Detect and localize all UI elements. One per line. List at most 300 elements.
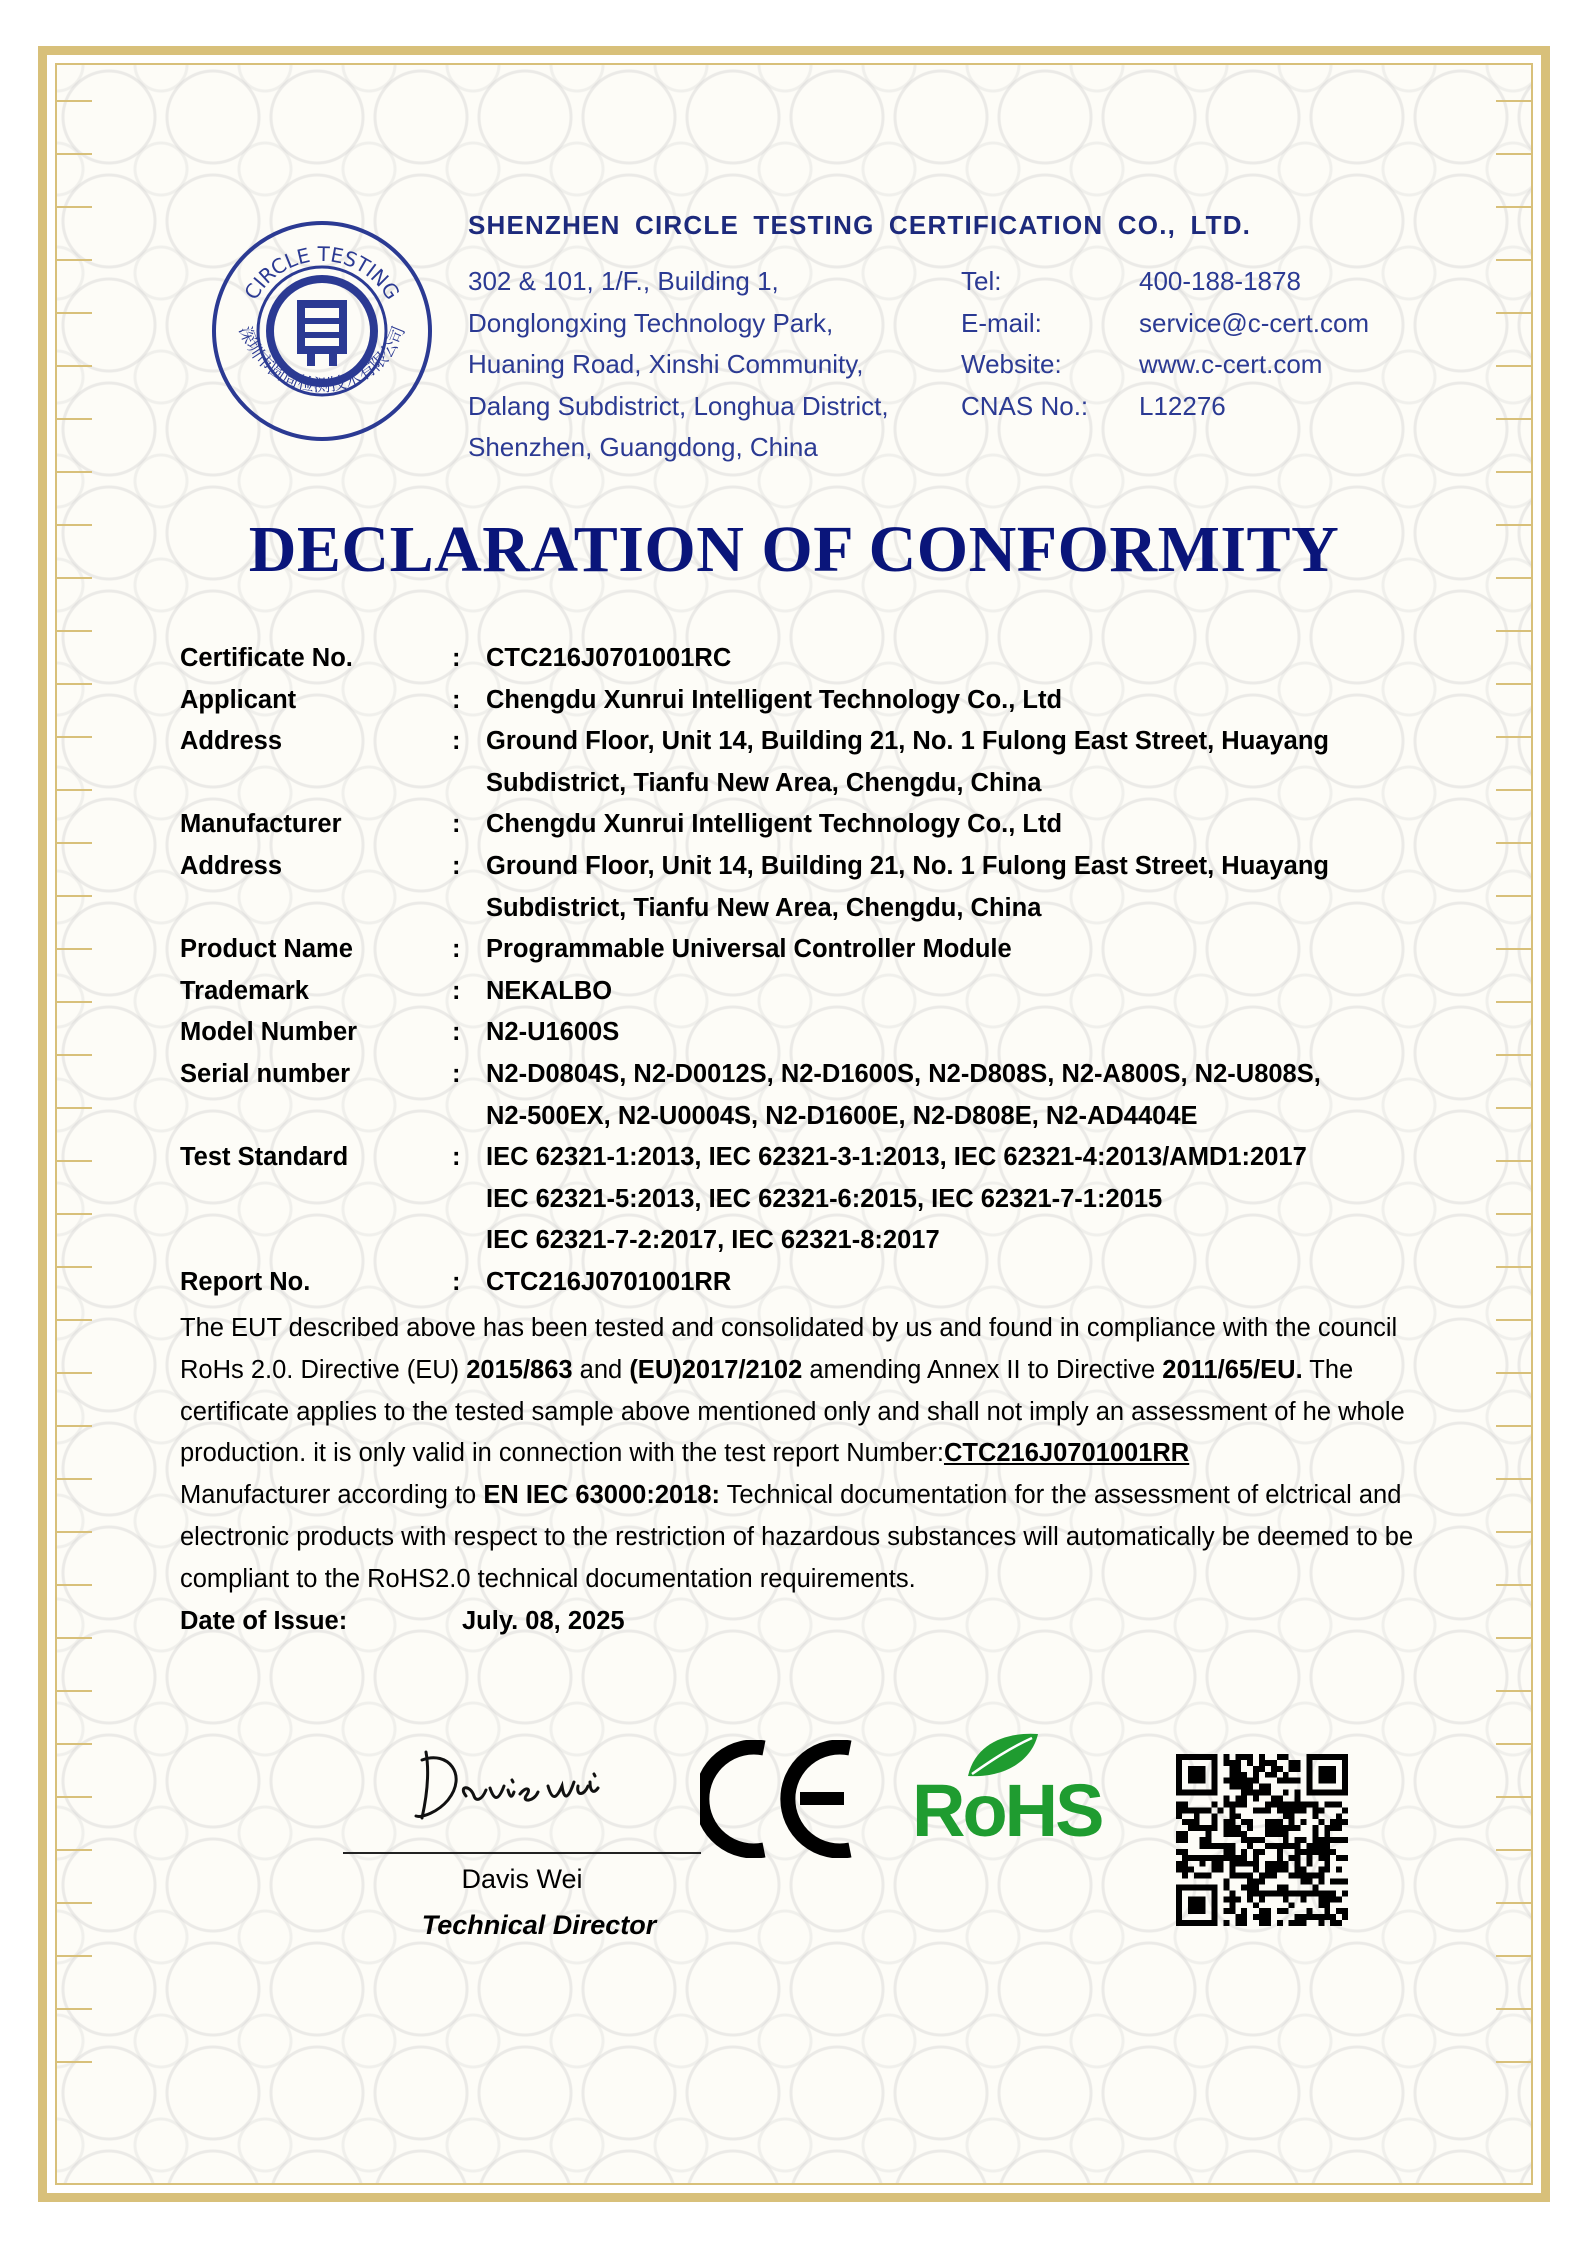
qr-module [1336,1819,1342,1825]
company-seal-logo [209,218,435,444]
border-tick [1496,789,1532,791]
qr-module [1277,1849,1283,1855]
qr-finder [1212,1754,1218,1796]
qr-module [1235,1796,1241,1802]
qr-module [1218,1855,1224,1861]
qr-module [1283,1896,1289,1902]
qr-module [1283,1772,1289,1778]
qr-module [1265,1890,1271,1896]
qr-module [1277,1884,1283,1890]
field-colon: : [452,976,461,1005]
certificate-fields [180,638,1420,1304]
qr-module [1235,1760,1241,1766]
qr-module [1212,1843,1218,1849]
qr-module [1330,1849,1336,1855]
qr-module [1301,1896,1307,1902]
qr-module [1241,1784,1247,1790]
qr-module [1247,1825,1253,1831]
qr-module [1318,1879,1324,1885]
qr-module [1235,1914,1241,1920]
qr-module [1301,1849,1307,1855]
border-tick [56,842,92,844]
qr-module [1182,1807,1188,1813]
qr-module [1212,1825,1218,1831]
contact-tel [961,261,1369,303]
qr-module [1312,1801,1318,1807]
qr-module [1271,1760,1277,1766]
qr-module [1301,1879,1307,1885]
field-label: Serial number [180,1059,351,1088]
qr-module [1206,1807,1212,1813]
qr-module [1312,1843,1318,1849]
qr-module [1283,1843,1289,1849]
qr-module [1182,1849,1188,1855]
qr-module [1283,1837,1289,1843]
qr-module [1247,1837,1253,1843]
qr-module [1318,1890,1324,1896]
qr-module [1229,1849,1235,1855]
qr-module [1253,1879,1259,1885]
qr-module [1241,1849,1247,1855]
qr-code[interactable] [1176,1754,1348,1926]
qr-module [1306,1801,1312,1807]
field-row [180,804,1420,846]
qr-module [1336,1855,1342,1861]
qr-module [1235,1861,1241,1867]
qr-module [1312,1849,1318,1855]
border-tick [56,2008,92,2010]
border-tick [56,100,92,102]
qr-module [1194,1813,1200,1819]
field-row [180,1054,1420,1137]
qr-finder [1188,1896,1206,1914]
qr-module [1283,1908,1289,1914]
qr-module [1295,1801,1301,1807]
qr-module [1324,1843,1330,1849]
qr-module [1235,1896,1241,1902]
qr-module [1277,1843,1283,1849]
qr-module [1253,1914,1259,1920]
qr-module [1253,1849,1259,1855]
border-tick [1496,736,1532,738]
qr-module [1241,1831,1247,1837]
qr-module [1235,1920,1241,1926]
border-tick [56,312,92,314]
qr-module [1223,1896,1229,1902]
qr-module [1324,1867,1330,1873]
qr-module [1283,1778,1289,1784]
qr-module [1223,1908,1229,1914]
border-tick [1496,2061,1532,2063]
qr-module [1229,1867,1235,1873]
qr-module [1336,1879,1342,1885]
border-tick [1496,1266,1532,1268]
field-row [180,1012,1420,1054]
qr-module [1324,1837,1330,1843]
qr-module [1229,1807,1235,1813]
qr-module [1330,1825,1336,1831]
qr-module [1306,1908,1312,1914]
qr-module [1241,1873,1247,1879]
qr-module [1283,1790,1289,1796]
qr-module [1176,1831,1182,1837]
qr-module [1324,1896,1330,1902]
qr-module [1223,1884,1229,1890]
field-value [486,1054,1420,1137]
qr-module [1235,1813,1241,1819]
statement-paragraph-1: The EUT described above has been tested and consolidated by us and found in compliance with the council RoHs 2.0. Directive (EU) 2015/863 and (EU)2017/2102 amending Annex II to Directive 2011/65/EU. The certificate applies to the tested sample above mentioned only and shall not imply an assessment of he whole production. it is only valid in connection with the test report Number:CTC216J0701001RR [180,1314,1405,1468]
qr-module [1253,1766,1259,1772]
company-contacts [961,261,1369,427]
qr-module [1306,1879,1312,1885]
qr-module [1312,1837,1318,1843]
qr-module [1218,1807,1224,1813]
qr-module [1206,1831,1212,1837]
qr-module [1277,1920,1283,1926]
qr-module [1182,1867,1188,1873]
qr-module [1223,1825,1229,1831]
qr-module [1342,1819,1348,1825]
qr-module [1259,1784,1265,1790]
field-value [486,846,1420,929]
field-row [180,1137,1420,1262]
qr-module [1229,1772,1235,1778]
field-value [486,804,1420,846]
qr-module [1265,1825,1271,1831]
qr-module [1241,1837,1247,1843]
company-address [468,261,889,469]
qr-module [1324,1890,1330,1896]
contact-email [961,303,1369,345]
qr-finder [1318,1766,1336,1784]
field-value-line: CTC216J0701001RC [486,644,732,672]
qr-module [1235,1766,1241,1772]
qr-module [1182,1855,1188,1861]
qr-module [1301,1807,1307,1813]
border-tick [1496,842,1532,844]
qr-module [1200,1855,1206,1861]
qr-module [1324,1914,1330,1920]
statement [180,1308,1430,1642]
qr-module [1271,1796,1277,1802]
qr-module [1330,1914,1336,1920]
qr-module [1306,1861,1312,1867]
qr-module [1283,1890,1289,1896]
field-value-line: IEC 62321-1:2013, IEC 62321-3-1:2013, IEC 62321-4:2013/AMD1:2017 [486,1143,1307,1172]
field-label: Test Standard [180,1143,349,1172]
field-label: Certificate No. [180,644,353,672]
border-tick [56,365,92,367]
qr-module [1241,1801,1247,1807]
qr-module [1259,1807,1265,1813]
qr-module [1330,1819,1336,1825]
qr-module [1330,1920,1336,1926]
qr-module [1283,1884,1289,1890]
qr-module [1306,1873,1312,1879]
qr-module [1229,1801,1235,1807]
field-colon: : [452,1267,461,1296]
qr-module [1318,1807,1324,1813]
qr-module [1253,1790,1259,1796]
qr-module [1301,1819,1307,1825]
qr-module [1229,1896,1235,1902]
qr-module [1182,1801,1188,1807]
border-tick [1496,1743,1532,1745]
qr-finder [1176,1754,1218,1760]
qr-module [1188,1867,1194,1873]
qr-module [1229,1855,1235,1861]
qr-module [1295,1861,1301,1867]
qr-module [1318,1855,1324,1861]
qr-finder [1342,1754,1348,1796]
qr-module [1324,1831,1330,1837]
qr-module [1259,1790,1265,1796]
qr-module [1212,1813,1218,1819]
document-title: DECLARATION OF CONFORMITY [248,513,1340,586]
border-tick [56,1584,92,1586]
qr-module [1342,1879,1348,1885]
field-value [486,638,1420,680]
qr-module [1212,1867,1218,1873]
border-tick [56,1213,92,1215]
field-value [486,929,1420,971]
qr-module [1241,1778,1247,1784]
border-tick [1496,1637,1532,1639]
qr-module [1318,1920,1324,1926]
qr-module [1318,1873,1324,1879]
qr-module [1259,1837,1265,1843]
qr-module [1229,1760,1235,1766]
qr-module [1176,1867,1182,1873]
qr-module [1247,1873,1253,1879]
qr-module [1301,1873,1307,1879]
qr-module [1188,1825,1194,1831]
qr-module [1218,1843,1224,1849]
qr-module [1295,1855,1301,1861]
field-colon: : [452,685,461,714]
ce-mark-logo [700,1740,860,1858]
qr-module [1324,1861,1330,1867]
qr-module [1295,1914,1301,1920]
border-tick [1496,1584,1532,1586]
qr-module [1306,1855,1312,1861]
qr-module [1259,1849,1265,1855]
border-tick [1496,471,1532,473]
qr-module [1247,1861,1253,1867]
qr-module [1247,1778,1253,1784]
border-tick [56,789,92,791]
qr-module [1265,1819,1271,1825]
qr-module [1306,1914,1312,1920]
qr-module [1283,1867,1289,1873]
qr-module [1324,1825,1330,1831]
address-line: Shenzhen, Guangdong, China [468,432,818,462]
qr-module [1259,1879,1265,1885]
field-value-line: Programmable Universal Controller Module [486,935,1012,964]
border-tick [1496,1425,1532,1427]
qr-module [1247,1819,1253,1825]
border-tick [1496,312,1532,314]
handwritten-signature [408,1730,638,1830]
field-label: Product Name [180,935,353,964]
seal-text-top: CIRCLE TESTING [239,241,405,304]
qr-module [1277,1819,1283,1825]
qr-module [1259,1908,1265,1914]
field-value-line: Subdistrict, Tianfu New Area, Chengdu, China [486,768,1042,797]
qr-module [1259,1890,1265,1896]
qr-module [1176,1849,1182,1855]
qr-finder [1176,1884,1218,1890]
qr-module [1265,1807,1271,1813]
qr-module [1200,1807,1206,1813]
qr-module [1295,1790,1301,1796]
contact-value: service@c-cert.com [1139,307,1370,338]
qr-module [1277,1825,1283,1831]
border-tick [56,1478,92,1480]
qr-module [1289,1766,1295,1772]
border-tick [56,1054,92,1056]
border-tick [1496,1902,1532,1904]
qr-module [1301,1837,1307,1843]
border-tick [1496,365,1532,367]
qr-module [1235,1772,1241,1778]
qr-module [1259,1914,1265,1920]
qr-module [1223,1920,1229,1926]
border-tick [1496,1213,1532,1215]
qr-module [1229,1784,1235,1790]
qr-module [1265,1790,1271,1796]
field-colon: : [452,1143,461,1172]
qr-module [1212,1801,1218,1807]
qr-module [1289,1920,1295,1926]
contact-value: www.c-cert.com [1139,349,1323,379]
qr-module [1277,1796,1283,1802]
qr-module [1289,1801,1295,1807]
qr-module [1223,1849,1229,1855]
qr-module [1206,1873,1212,1879]
field-value-line: Subdistrict, Tianfu New Area, Chengdu, China [486,893,1042,922]
qr-module [1324,1902,1330,1908]
qr-module [1253,1855,1259,1861]
qr-module [1289,1760,1295,1766]
border-tick [56,1902,92,1904]
qr-module [1295,1807,1301,1813]
address-line: Dalang Subdistrict, Longhua District, [468,390,889,421]
qr-module [1295,1849,1301,1855]
contact-label: E-mail: [961,307,1042,338]
qr-module [1229,1813,1235,1819]
contact-value: L12276 [1139,390,1226,421]
qr-module [1223,1879,1229,1885]
field-row [180,971,1420,1013]
qr-module [1235,1784,1241,1790]
qr-module [1229,1831,1235,1837]
qr-module [1229,1890,1235,1896]
company-name: SHENZHEN CIRCLE TESTING CERTIFICATION CO., LTD. [468,210,1252,240]
qr-module [1330,1896,1336,1902]
field-label: Applicant [180,685,297,714]
qr-module [1312,1914,1318,1920]
qr-module [1277,1807,1283,1813]
qr-module [1265,1861,1271,1867]
qr-module [1265,1873,1271,1879]
qr-module [1200,1843,1206,1849]
qr-module [1318,1819,1324,1825]
date-of-issue [180,1601,1430,1643]
qr-module [1312,1807,1318,1813]
qr-module [1235,1855,1241,1861]
qr-module [1324,1855,1330,1861]
qr-module [1295,1778,1301,1784]
qr-module [1247,1879,1253,1885]
qr-module [1336,1908,1342,1914]
qr-module [1200,1837,1206,1843]
border-tick [1496,1372,1532,1374]
qr-module [1301,1914,1307,1920]
qr-module [1194,1855,1200,1861]
qr-finder [1176,1920,1218,1926]
qr-module [1301,1890,1307,1896]
border-tick [56,683,92,685]
qr-module [1283,1825,1289,1831]
qr-module [1306,1890,1312,1896]
qr-module [1223,1760,1229,1766]
qr-module [1265,1908,1271,1914]
qr-module [1235,1778,1241,1784]
qr-module [1271,1831,1277,1837]
qr-module [1295,1837,1301,1843]
qr-module [1318,1837,1324,1843]
qr-module [1253,1778,1259,1784]
qr-module [1253,1796,1259,1802]
qr-module [1229,1908,1235,1914]
qr-module [1342,1807,1348,1813]
field-value [486,971,1420,1013]
field-value [486,680,1420,722]
qr-module [1229,1873,1235,1879]
border-tick [1496,1160,1532,1162]
field-value-line: NEKALBO [486,976,613,1005]
field-value-line: N2-500EX, N2-U0004S, N2-D1600E, N2-D808E, N2-AD4404E [486,1101,1198,1130]
qr-module [1253,1890,1259,1896]
qr-module [1176,1807,1182,1813]
border-tick [1496,1955,1532,1957]
address-line: Donglongxing Technology Park, [468,307,834,338]
qr-module [1247,1784,1253,1790]
border-tick [1496,206,1532,208]
qr-module [1324,1801,1330,1807]
qr-module [1247,1754,1253,1760]
qr-module [1253,1884,1259,1890]
border-tick [56,1372,92,1374]
qr-module [1247,1843,1253,1849]
qr-module [1271,1890,1277,1896]
field-label: Trademark [180,976,309,1005]
qr-module [1241,1908,1247,1914]
qr-module [1295,1760,1301,1766]
qr-module [1289,1819,1295,1825]
qr-module [1283,1831,1289,1837]
border-tick [56,1849,92,1851]
seal-text-bottom: 深圳市圆周检测技术有限公司 [234,323,410,396]
border-tick [1496,100,1532,102]
qr-module [1312,1884,1318,1890]
qr-module [1289,1855,1295,1861]
qr-module [1241,1772,1247,1778]
qr-module [1265,1920,1271,1926]
qr-module [1306,1843,1312,1849]
qr-finder [1212,1884,1218,1926]
